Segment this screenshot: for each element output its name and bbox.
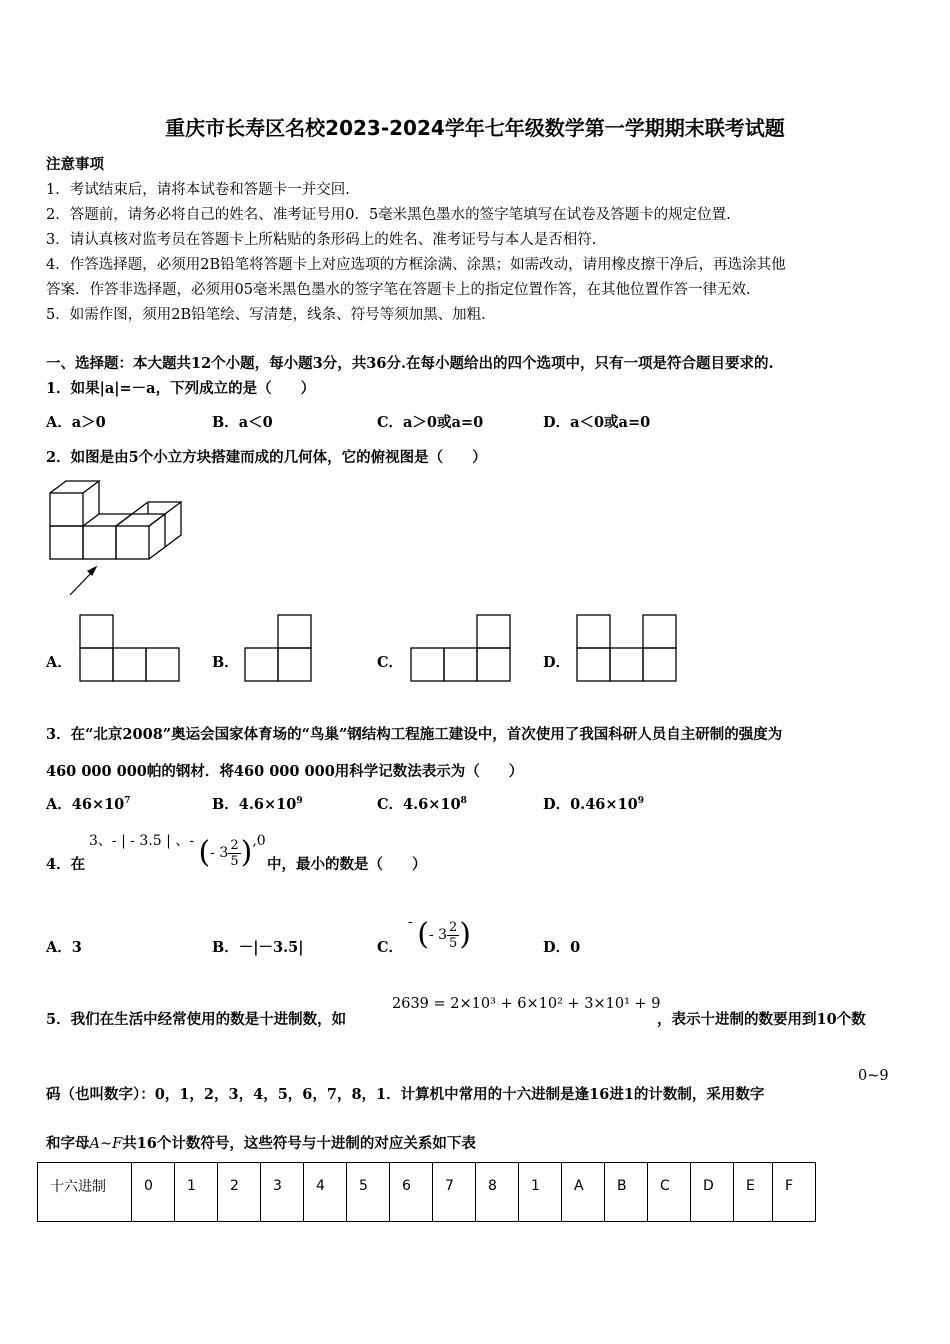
q3-option-d: D．$0.46\times 10^9$ [543, 796, 644, 813]
q5-line3: 和字母A~F共16个计数符号，这些符号与十进制的对应关系如下表 [46, 1135, 476, 1152]
q2-label-a: A． [46, 654, 72, 671]
q4-expression: 3、- | - 3.5 | 、- (- 3 $\frac{2}{5}$ ),0 [89, 833, 266, 870]
table-row [38, 1163, 816, 1222]
table-cell: 2 [218, 1163, 261, 1222]
table-cell: 1 [175, 1163, 218, 1222]
table-cell: F [773, 1163, 816, 1222]
table-cell: B [605, 1163, 648, 1222]
q1-option-b: B．a＜0 [212, 414, 273, 431]
table-header-cell: 十六进制 [38, 1163, 132, 1222]
notice-item: 5．如需作图，须用2B铅笔绘、写清楚，线条、符号等须加黑、加粗. [46, 307, 486, 323]
hex-table [37, 1162, 816, 1222]
table-cell: D [691, 1163, 734, 1222]
q1-option-a: A．a＞0 [46, 414, 106, 431]
q3-stem-line2: 460 000 000帕的钢材．将460 000 000用科学记数法表示为（ ） [46, 763, 524, 780]
q5-line2: 码（也叫数字）：0，1，2，3，4，5，6，7，8，1．计算机中常用的十六进制是逢16进1的计数制，采用数字 [46, 1086, 765, 1103]
notice-item: 答案．作答非选择题，必须用05毫米黑色墨水的签字笔在答题卡上的指定位置作答，在其他位置作答一律无效. [46, 282, 751, 298]
section-heading: 一、选择题：本大题共12个小题，每小题3分，共36分.在每小题给出的四个选项中，只有一项是符合题目要求的. [46, 355, 774, 372]
notice-item: 3．请认真核对监考员在答题卡上所粘贴的条形码上的姓名、准考证号与本人是否相符. [46, 232, 597, 248]
q2-view-c [410, 614, 512, 682]
table-cell: 7 [433, 1163, 476, 1222]
table-cell: 6 [390, 1163, 433, 1222]
table-cell: 4 [304, 1163, 347, 1222]
notice-item: 2．答题前，请务必将自己的姓名、准考证号用0．5毫米黑色墨水的签字笔填写在试卷及答题卡的规定位置. [46, 207, 731, 223]
table-cell: 8 [476, 1163, 519, 1222]
table-cell: 5 [347, 1163, 390, 1222]
q4-option-c-expression: - (- 3 $\frac{2}{5}$ ) [408, 914, 471, 952]
q4-option-a: A．3 [46, 939, 82, 956]
table-cell: 3 [261, 1163, 304, 1222]
cube-figure [46, 478, 196, 600]
q3-option-a: A．$46\times 10^7$ [46, 796, 131, 813]
table-cell: 1 [519, 1163, 562, 1222]
q5-formula: 2639 = 2×10³ + 6×10² + 3×10¹ + 9 [392, 996, 661, 1012]
q5-digits-range: 0~9 [858, 1068, 889, 1084]
q4-option-d: D．0 [543, 939, 581, 956]
page-title: 重庆市长寿区名校2023-2024学年七年级数学第一学期期末联考试题 [165, 116, 785, 140]
notice-item: 1．考试结束后，请将本试卷和答题卡一并交回. [46, 182, 350, 198]
q4-suffix: 中，最小的数是（ ） [267, 856, 427, 873]
q2-stem: 2．如图是由5个小立方块搭建而成的几何体，它的俯视图是（ ） [46, 449, 487, 466]
q3-option-b: B．$4.6\times 10^9$ [212, 796, 303, 813]
notice-item: 4．作答选择题，必须用2B铅笔将答题卡上对应选项的方框涂满、涂黑；如需改动，请用橡皮擦干净后，再选涂其他 [46, 257, 786, 273]
q4-option-b: B．－|－3.5| [212, 939, 304, 956]
q5-line1-suffix: ，表示十进制的数要用到10个数 [657, 1011, 866, 1028]
q2-label-d: D． [543, 654, 571, 671]
table-cell: E [734, 1163, 773, 1222]
q2-view-b [244, 614, 313, 682]
q1-option-d: D．a＜0或a=0 [543, 414, 651, 431]
table-cell: A [562, 1163, 605, 1222]
q5-line1-prefix: 5．我们在生活中经常使用的数是十进制数，如 [46, 1011, 347, 1028]
q1-option-c: C．a＞0或a=0 [377, 414, 484, 431]
notice-heading: 注意事项 [46, 156, 104, 173]
table-cell: 0 [132, 1163, 175, 1222]
q2-label-b: B． [212, 654, 239, 671]
q2-view-a [79, 614, 181, 682]
q1-stem: 1．如果|a|=－a，下列成立的是（ ） [46, 380, 316, 397]
table-cell: C [648, 1163, 691, 1222]
q2-label-c: C． [377, 654, 404, 671]
q3-stem-line1: 3．在“北京2008”奥运会国家体育场的“鸟巢”钢结构工程施工建设中，首次使用了我国科研人员自主研制的强度为 [46, 726, 783, 743]
q4-prefix: 4．在 [46, 856, 86, 873]
q3-option-c: C．$4.6\times 10^8$ [377, 796, 467, 813]
q2-view-d [576, 614, 678, 682]
q4-option-c: C． [377, 939, 404, 956]
